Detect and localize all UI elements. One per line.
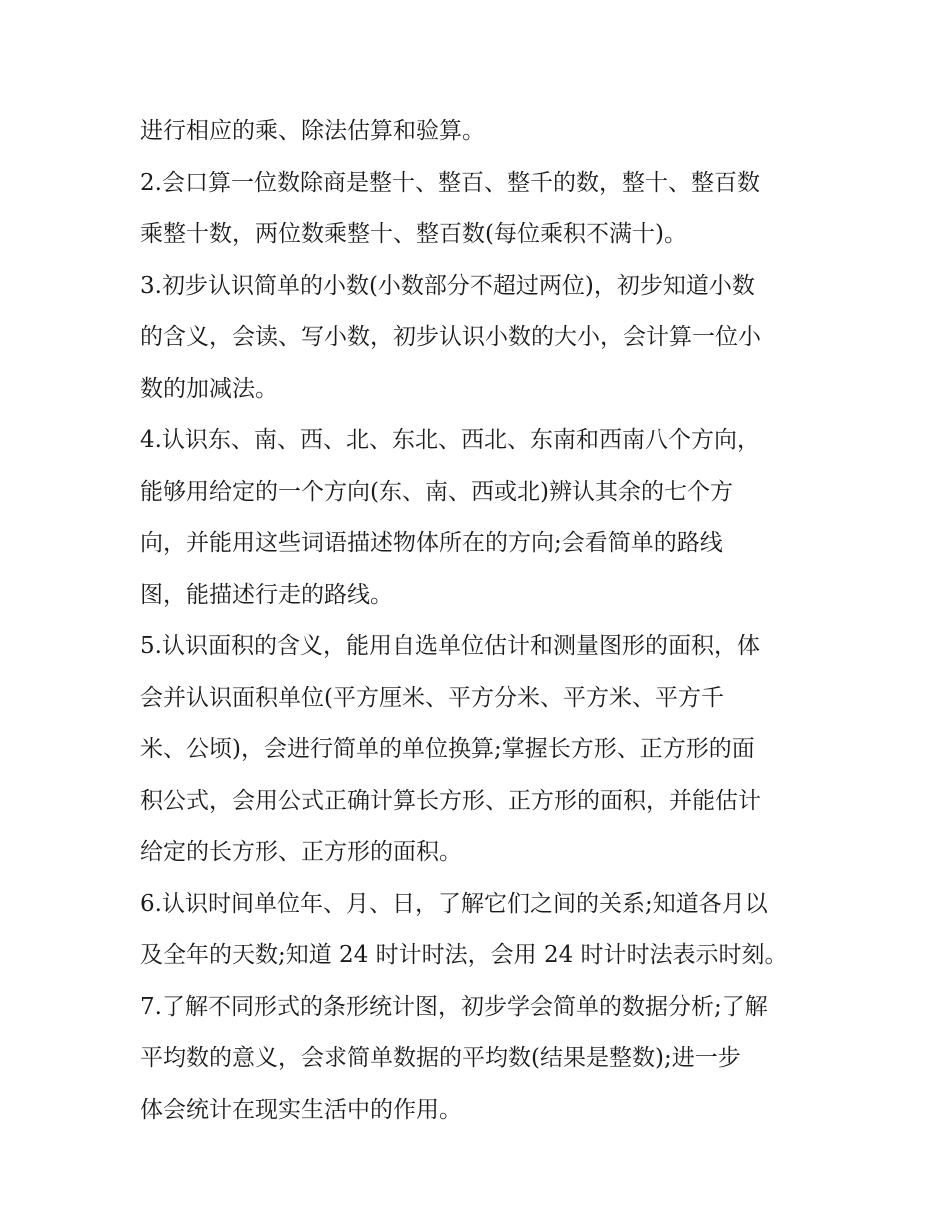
document-body	[140, 106, 830, 1136]
text-line: 6.认识时间单位年、月、日，了解它们之间的关系;知道各月以	[140, 890, 768, 917]
text-line: 4.认识东、南、西、北、东北、西北、东南和西南八个方向，	[140, 427, 760, 453]
text-line: 3.初步认识简单的小数(小数部分不超过两位)，初步知道小数	[140, 272, 755, 299]
text-line: 会并认识面积单位(平方厘米、平方分米、平方米、平方千	[140, 684, 724, 711]
text-line: 进行相应的乘、除法估算和验算。	[140, 118, 485, 144]
text-line: 5.认识面积的含义，能用自选单位估计和测量图形的面积，体	[140, 633, 760, 659]
text-line: 向，并能用这些词语描述物体所在的方向;会看简单的路线	[140, 530, 723, 556]
text-line: 及全年的天数;知道 24 时计时法，会用 24 时计时法表示时刻。	[140, 942, 788, 968]
text-line: 给定的长方形、正方形的面积。	[140, 839, 462, 865]
text-line: 能够用给定的一个方向(东、南、西或北)辨认其余的七个方	[140, 478, 733, 505]
text-line: 图，能描述行走的路线。	[140, 581, 393, 608]
text-line: 积公式，会用公式正确计算长方形、正方形的面积，并能估计	[140, 787, 761, 814]
text-line: 乘整十数，两位数乘整十、整百数(每位乘积不满十)。	[140, 221, 687, 247]
text-line: 数的加减法。	[140, 375, 278, 402]
text-line: 的含义，会读、写小数，初步认识小数的大小，会计算一位小	[140, 324, 761, 350]
text-line: 2.会口算一位数除商是整十、整百、整千的数，整十、整百数	[140, 169, 760, 196]
text-line: 体会统计在现实生活中的作用。	[140, 1096, 462, 1123]
text-line: 米、公顷)，会进行简单的单位换算;掌握长方形、正方形的面	[140, 736, 755, 762]
text-line: 平均数的意义，会求简单数据的平均数(结果是整数);进一步	[140, 1045, 741, 1071]
text-line: 7.了解不同形式的条形统计图，初步学会简单的数据分析;了解	[140, 993, 768, 1020]
